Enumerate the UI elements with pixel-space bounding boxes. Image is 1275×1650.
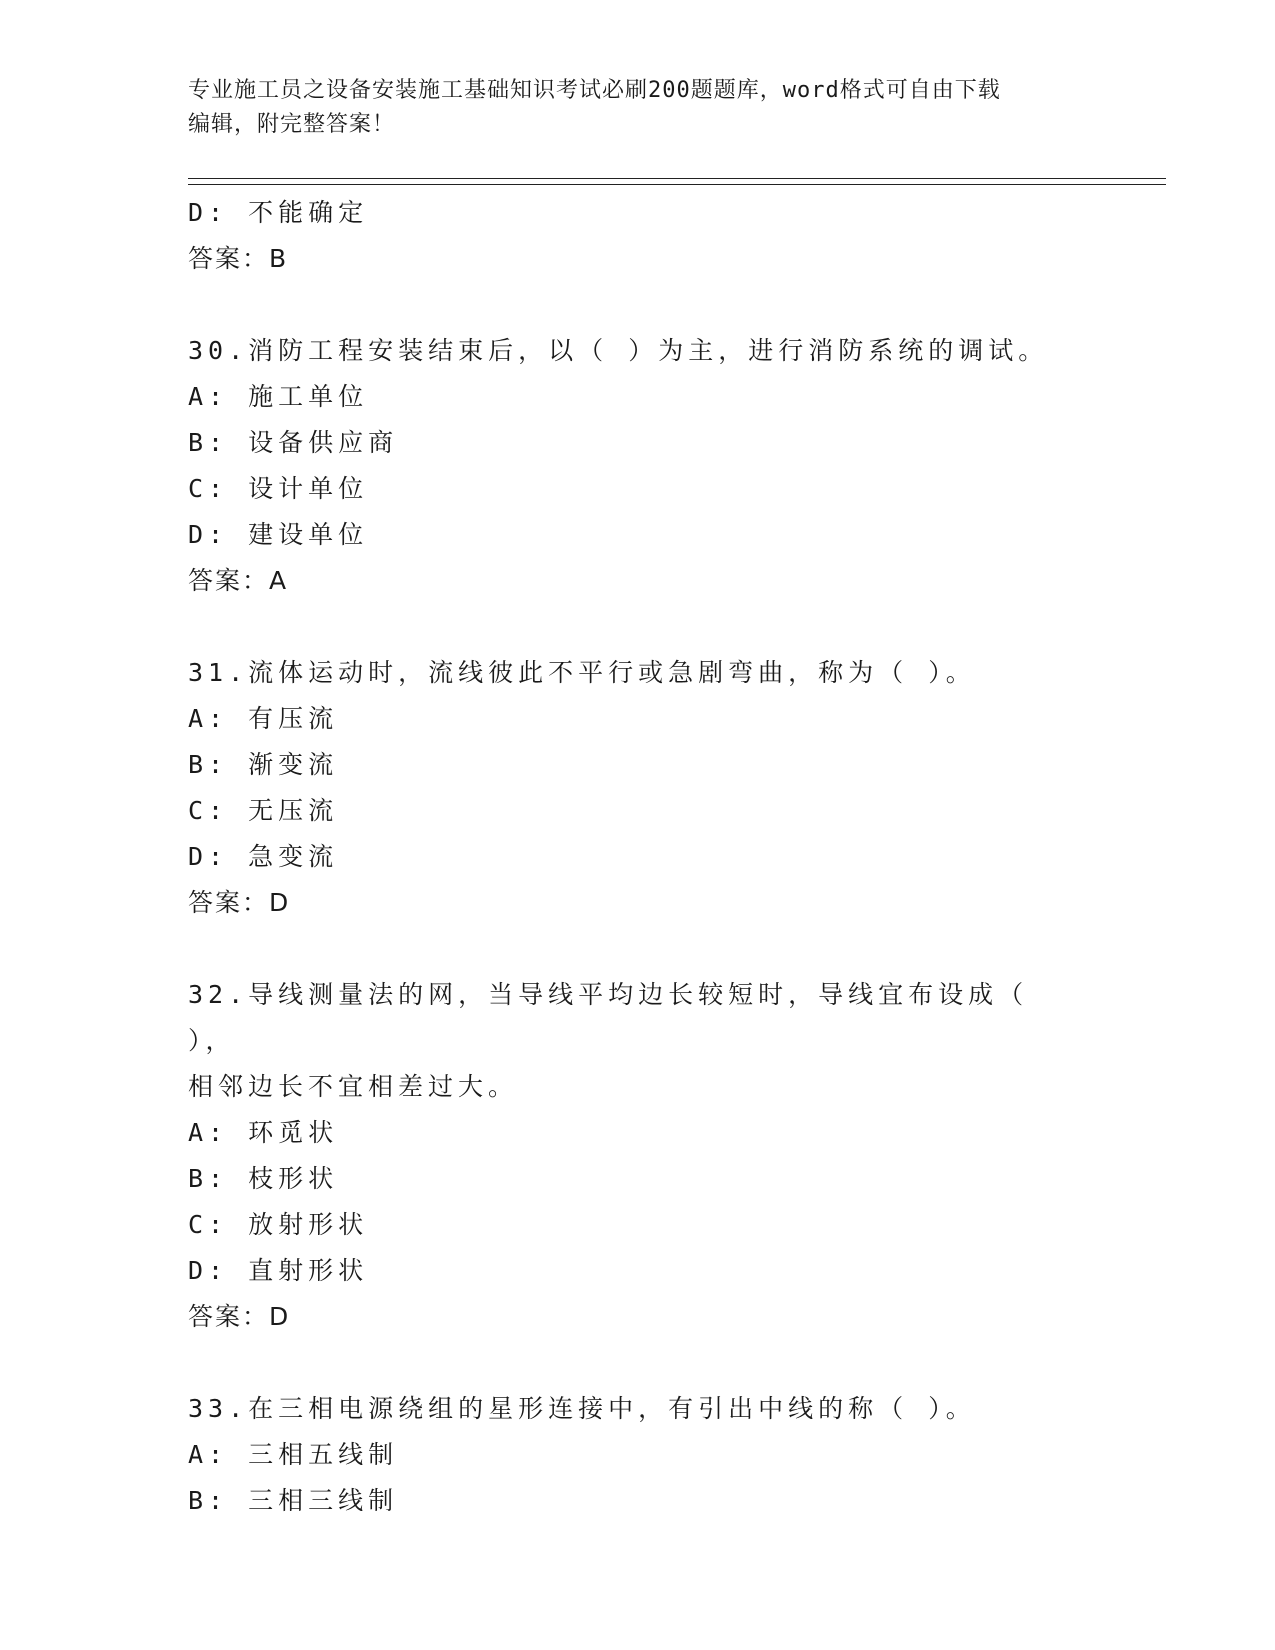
option-c: C: 设计单位	[188, 474, 369, 503]
header-divider-bottom	[188, 184, 1166, 185]
question-31	[188, 650, 1148, 926]
answer: 答案：D	[188, 888, 291, 917]
question-stem: 30.消防工程安装结束后，以（ ）为主，进行消防系统的调试。	[188, 336, 1049, 365]
question-list	[188, 190, 1148, 1524]
option-d: D: 急变流	[188, 842, 339, 871]
option-d: D: 不能确定	[188, 198, 369, 227]
question-stem: 32.导线测量法的网，当导线平均边长较短时，导线宜布设成（ ），	[188, 980, 1029, 1055]
option-d: D: 直射形状	[188, 1256, 369, 1285]
answer: 答案：A	[188, 566, 289, 595]
spacer	[188, 282, 1148, 328]
header-line-1: 专业施工员之设备安装施工基础知识考试必刷200题题库，word格式可自由下载	[188, 78, 1001, 103]
answer: 答案：B	[188, 244, 289, 273]
question-stem-continued: 相邻边长不宜相差过大。	[188, 1072, 519, 1101]
spacer	[188, 1340, 1148, 1386]
option-a: A: 有压流	[188, 704, 339, 733]
answer: 答案：D	[188, 1302, 291, 1331]
question-32	[188, 972, 1148, 1340]
question-30	[188, 328, 1148, 604]
option-b: B: 渐变流	[188, 750, 339, 779]
option-a: A: 三相五线制	[188, 1440, 399, 1469]
header-divider-top	[188, 178, 1166, 179]
option-a: A: 环觅状	[188, 1118, 339, 1147]
question-stem: 31.流体运动时，流线彼此不平行或急剧弯曲，称为（ ）。	[188, 658, 976, 687]
option-c: C: 无压流	[188, 796, 339, 825]
spacer	[188, 926, 1148, 972]
option-b: B: 三相三线制	[188, 1486, 399, 1515]
document-header	[188, 74, 1088, 142]
header-line-2: 编辑，附完整答案！	[188, 112, 396, 137]
option-c: C: 放射形状	[188, 1210, 369, 1239]
spacer	[188, 604, 1148, 650]
question-29-tail	[188, 190, 1148, 282]
option-b: B: 枝形状	[188, 1164, 339, 1193]
question-stem: 33.在三相电源绕组的星形连接中，有引出中线的称（ ）。	[188, 1394, 976, 1423]
option-a: A: 施工单位	[188, 382, 369, 411]
option-d: D: 建设单位	[188, 520, 369, 549]
option-b: B: 设备供应商	[188, 428, 399, 457]
question-33	[188, 1386, 1148, 1524]
